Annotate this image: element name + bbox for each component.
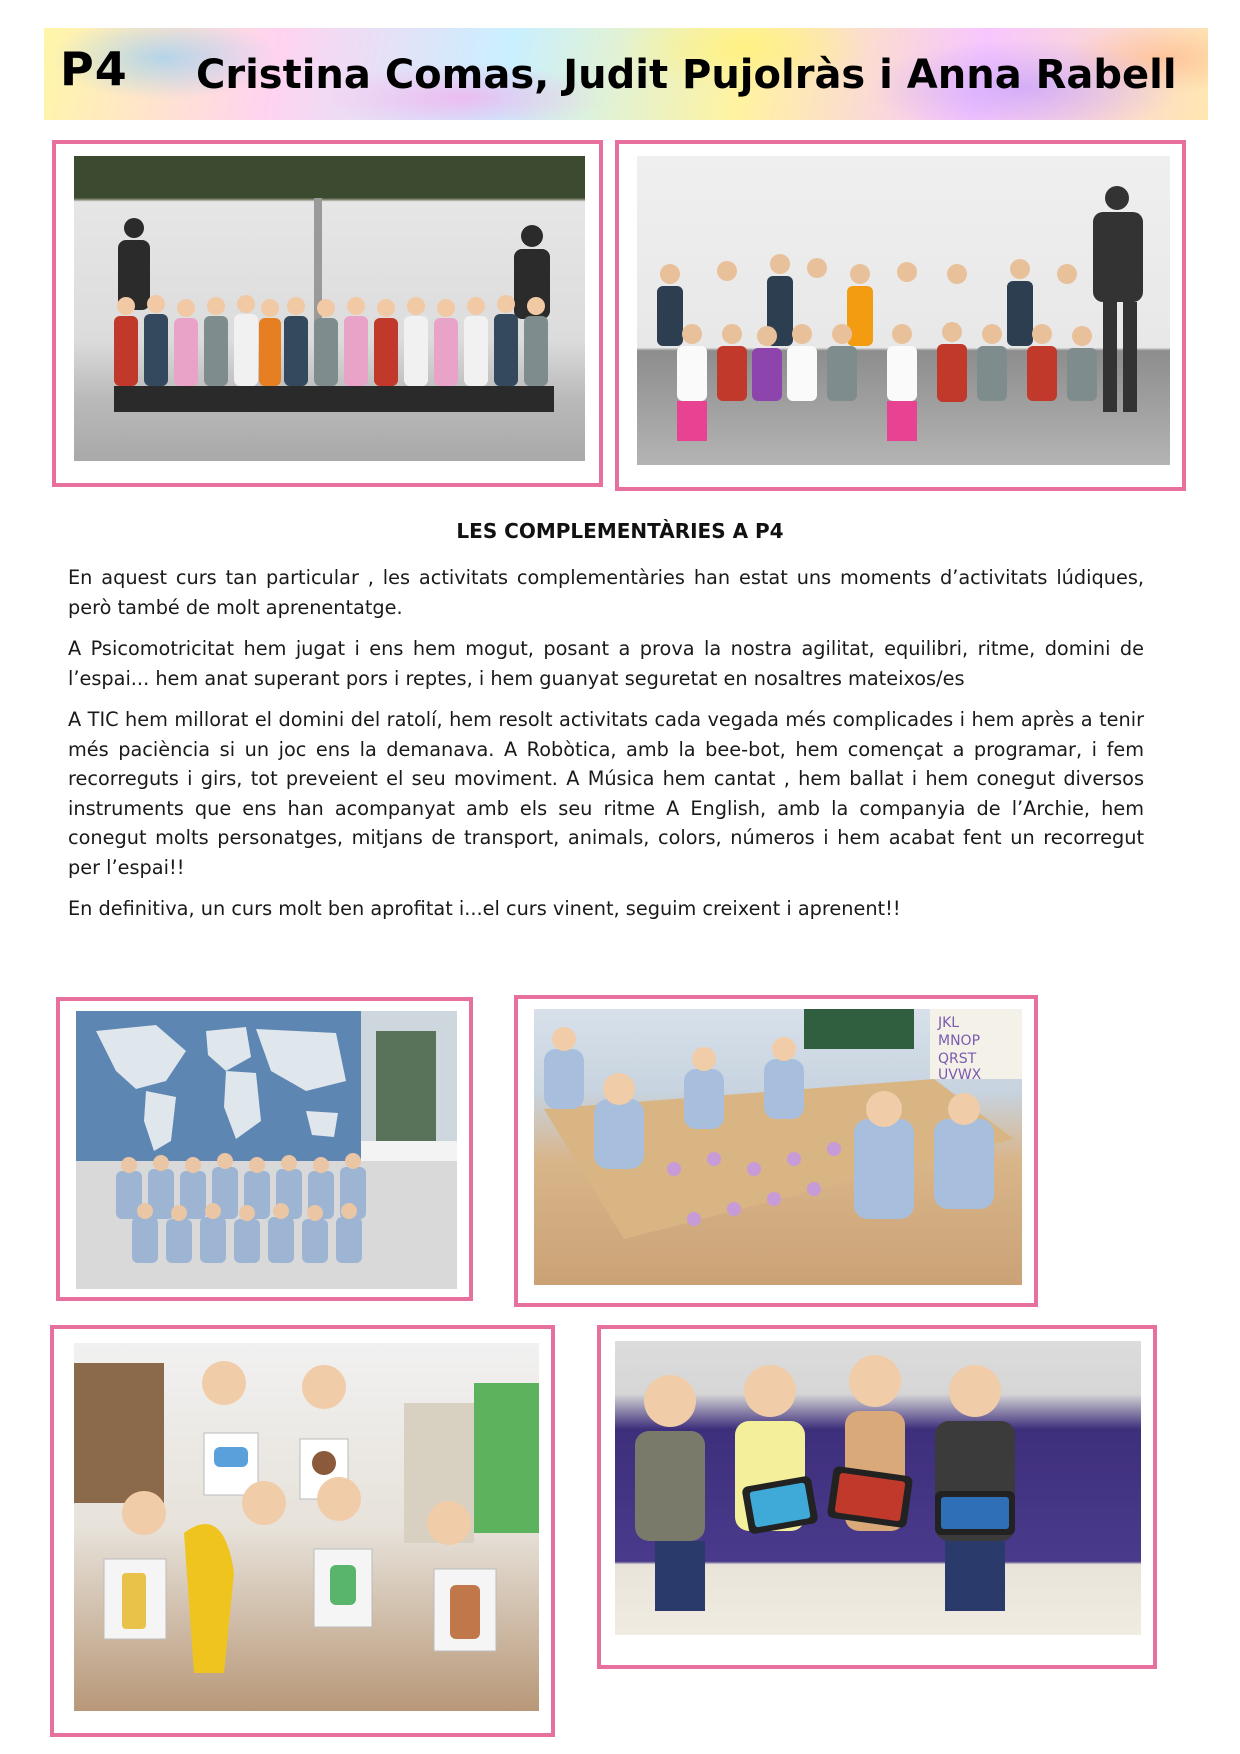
cards-icon (74, 1343, 539, 1711)
paragraph: En definitiva, un curs molt ben aprofitat i...el curs vinent, seguim creixent i aprenent!! (68, 897, 901, 920)
paragraph: En aquest curs tan particular , les activitats complementàries han estat uns moments d’activitats lúdiques, però també de molt aprenentatge. (68, 566, 1144, 619)
svg-text:JKL: JKL (938, 1015, 960, 1031)
photo-frame-cards (50, 1325, 555, 1737)
world-map-icon (76, 1011, 457, 1289)
paragraph: A TIC hem millorat el domini del ratolí, hem resolt activitats cada vegada més complicades i hem après a tenir més paciència si un joc ens la demanava. A Robòtica, amb la bee-bot, hem començat a programar, i fem recorreguts i girs, tot preveient el seu moviment. A Música hem cantat , hem ballat i hem conegut diversos instruments que ens han acompanyat amb els seu ritme A English, amb la companyia de l’Archie, hem conegut molts personatges, mitjans de transport, animals, colors, números i hem acabat fent un recorregut per l’espai!! (68, 708, 1144, 879)
photo-frame-group-2 (615, 140, 1186, 491)
group-photo-icon (637, 156, 1170, 465)
photo-frame-group-1 (52, 140, 603, 487)
header-banner (44, 28, 1208, 120)
photo-frame-world-map (56, 997, 473, 1301)
svg-text:QRST: QRST (938, 1051, 977, 1067)
svg-text:MNOP: MNOP (938, 1033, 981, 1049)
svg-text:UVWX: UVWX (938, 1067, 982, 1083)
tablet-icon (615, 1341, 1141, 1635)
page-title: Cristina Comas, Judit Pujolràs i Anna Rabell (196, 52, 1177, 98)
article-body (68, 563, 1144, 936)
photo-frame-tablets (597, 1325, 1157, 1669)
article-title: LES COMPLEMENTÀRIES A P4 (456, 519, 784, 543)
classroom-icon (534, 1009, 1022, 1285)
group-photo-icon (74, 156, 585, 461)
photo-frame-classroom (514, 995, 1038, 1307)
paragraph: A Psicomotricitat hem jugat i ens hem mogut, posant a prova la nostra agilitat, equilibri, ritme, domini de l’espai... hem anat superant pors i reptes, i hem guanyat seguretat en nosaltres mateixos/es (68, 637, 1144, 690)
grade-label: P4 (60, 42, 128, 96)
